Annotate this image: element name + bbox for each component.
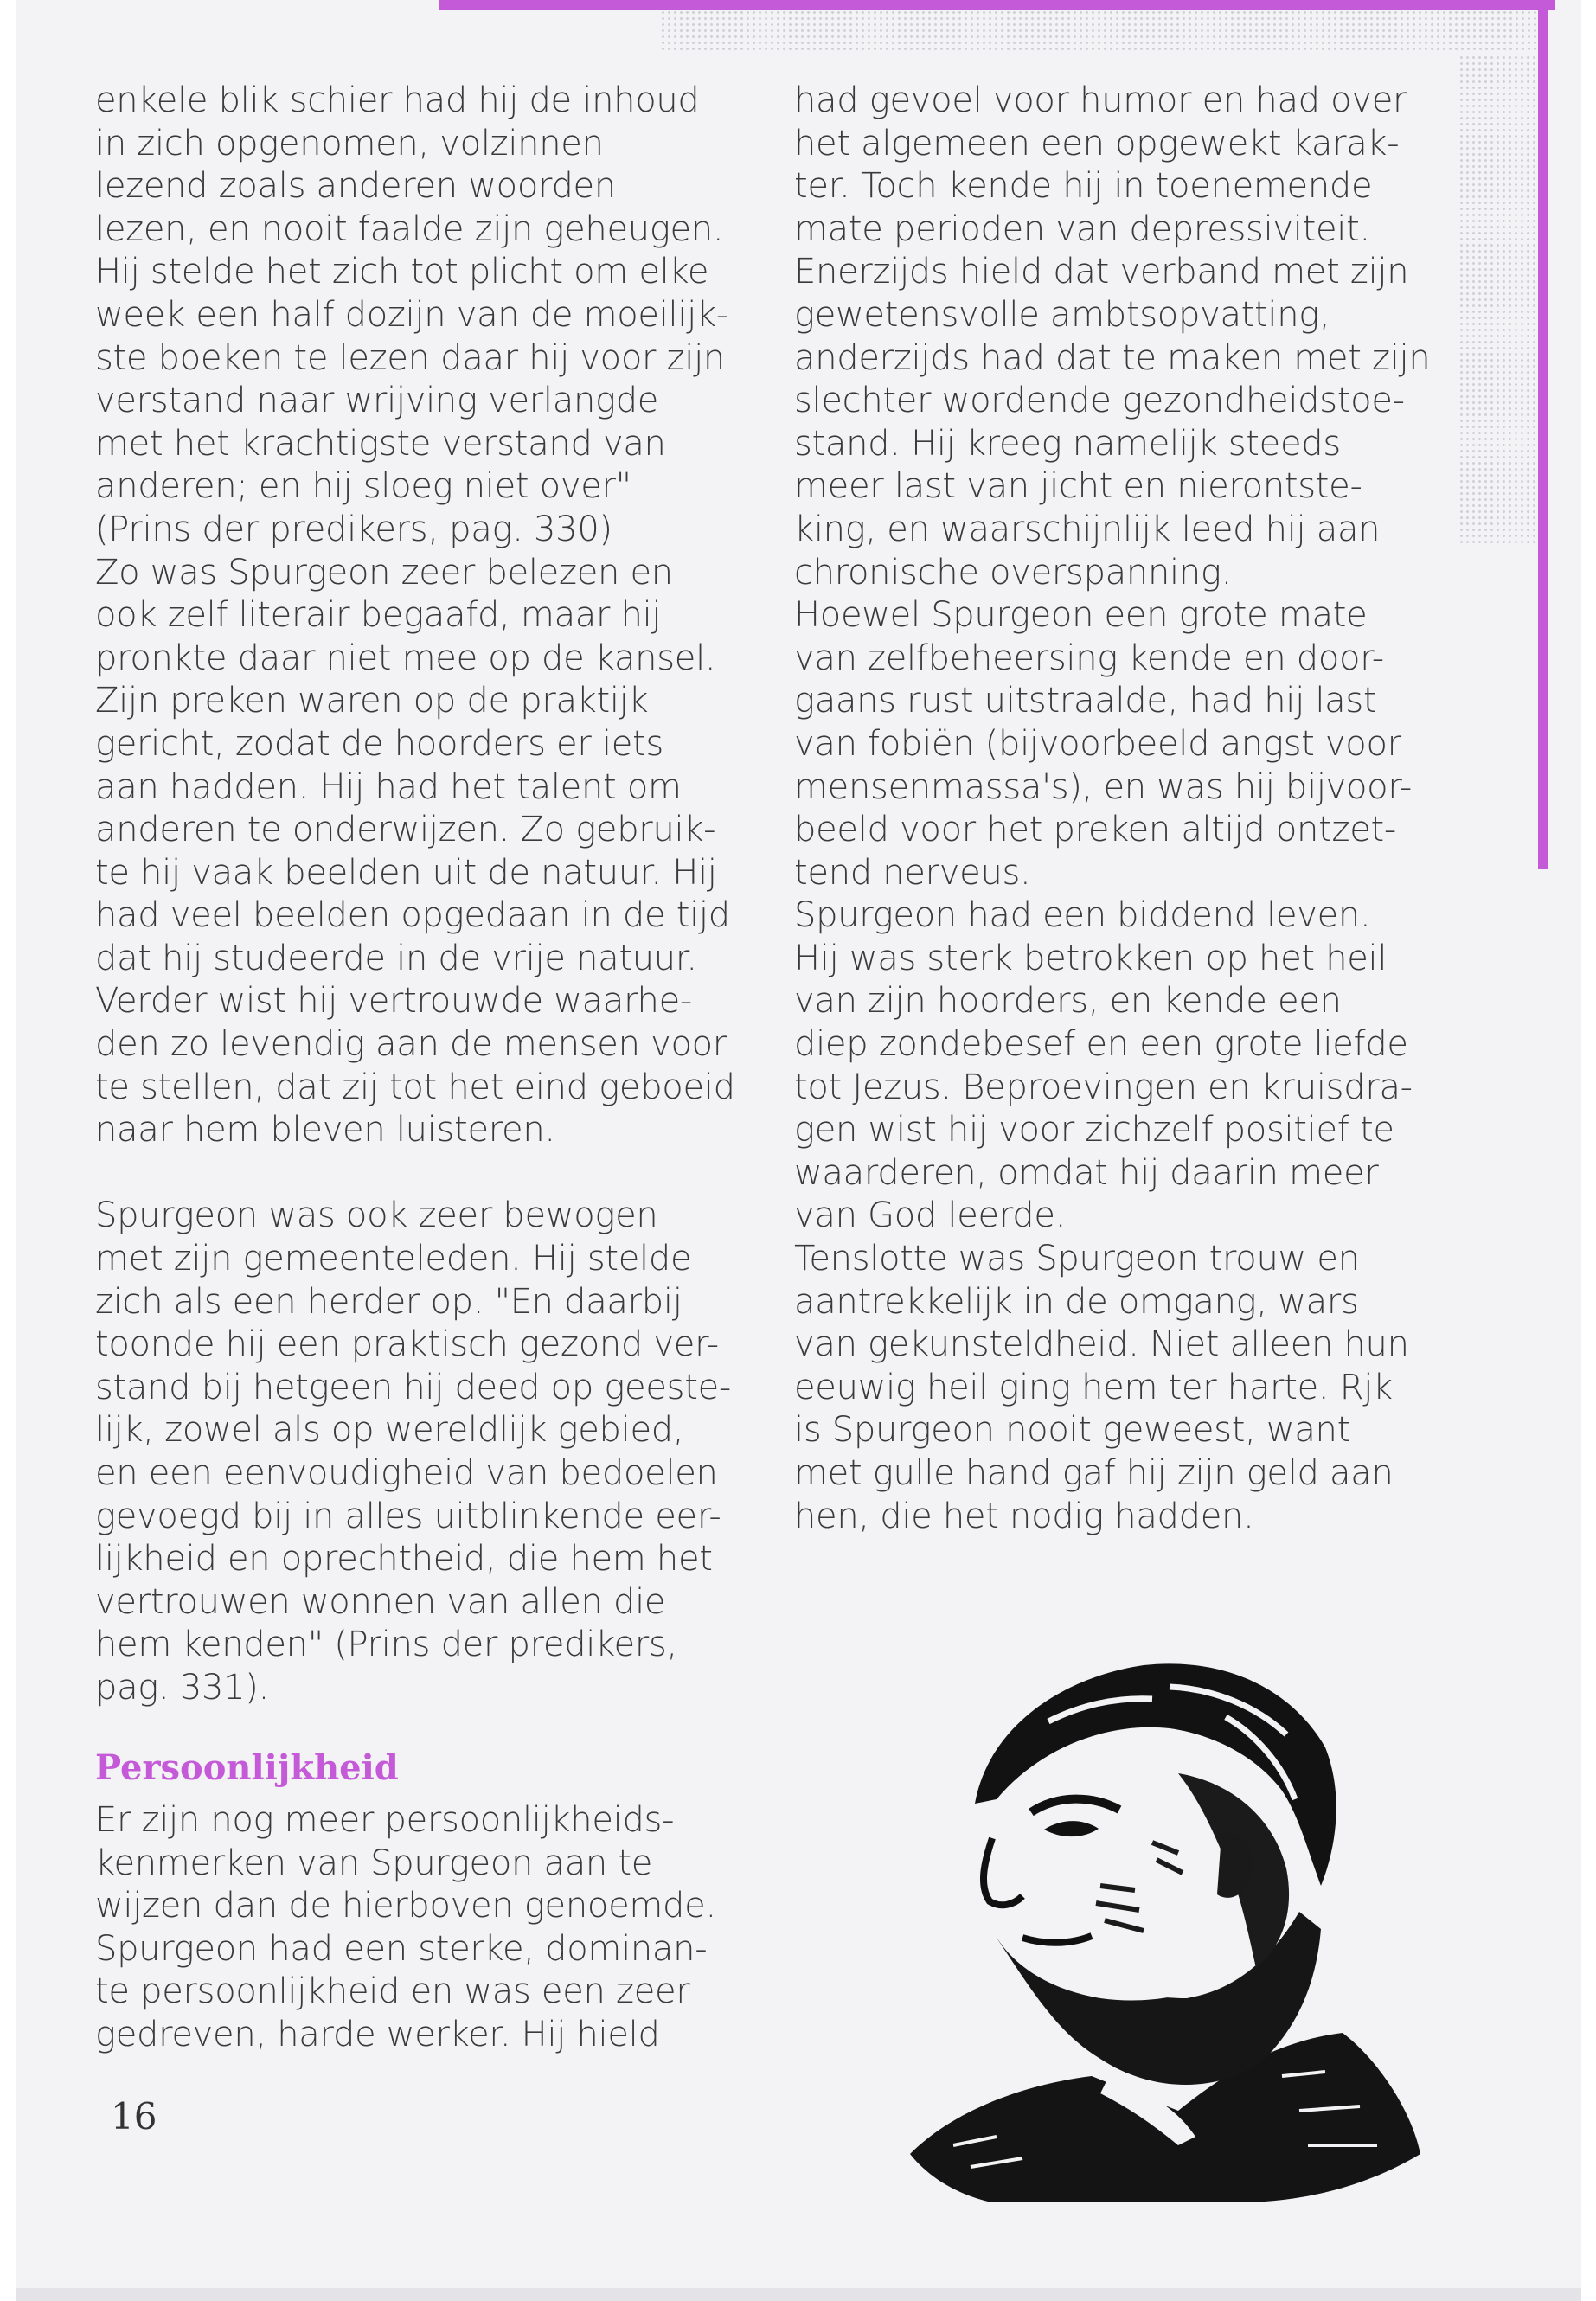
text-line: Verder wist hij vertrouwde waarhe- [95, 981, 693, 1022]
text-line: (Prins der predikers, pag. 330) [95, 509, 612, 549]
text-line: had veel beelden opgedaan in de tijd [95, 895, 730, 936]
text-line: gevoegd bij in alles uitblinkende eer- [95, 1496, 721, 1536]
text-line: aantrekkelijk in de omgang, wars [794, 1281, 1359, 1322]
text-line: met gulle hand gaf hij zijn geld aan [794, 1453, 1394, 1493]
text-line: had gevoel voor humor en had over [794, 80, 1407, 120]
text-line: lezen, en nooit faalde zijn geheugen. [95, 208, 724, 249]
text-line: den zo levendig aan de mensen voor [95, 1024, 727, 1065]
text-line: van zelfbeheersing kende en door- [794, 638, 1384, 678]
text-line: ook zelf literair begaafd, maar hij [95, 595, 662, 636]
text-line: Spurgeon had een biddend leven. [794, 895, 1371, 936]
left-column-text [95, 80, 753, 1710]
page-number: 16 [111, 2095, 157, 2138]
text-line: diep zondebesef en een grote liefde [794, 1024, 1408, 1065]
text-line: met zijn gemeenteleden. Hij stelde [95, 1239, 692, 1279]
text-line: waarderen, omdat hij daarin meer [794, 1152, 1379, 1193]
text-line: naar hem bleven luisteren. [95, 1110, 555, 1150]
text-line: Hij was sterk betrokken op het heil [794, 938, 1388, 978]
right-accent-rule [1538, 0, 1548, 869]
text-line: pronkte daar niet mee op de kansel. [95, 638, 716, 678]
text-line: Zijn preken waren op de praktijk [95, 681, 649, 721]
text-line: ste boeken te lezen daar hij voor zijn [95, 337, 725, 378]
text-line: ter. Toch kende hij in toenemende [794, 166, 1373, 207]
text-line: aan hadden. Hij had het talent om [95, 766, 682, 807]
text-line: kenmerken van Spurgeon aan te [95, 1843, 653, 1883]
paragraph-gap [95, 1152, 753, 1195]
text-line: stand bij hetgeen hij deed op geeste- [95, 1367, 732, 1407]
page-bottom-edge [16, 2288, 1581, 2301]
text-line: te hij vaak beelden uit de natuur. Hij [95, 852, 717, 893]
dot-pattern-top [660, 10, 1538, 54]
top-accent-rule [439, 0, 1555, 10]
text-line: van gekunsteldheid. Niet alleen hun [794, 1324, 1409, 1365]
text-line: Hoewel Spurgeon een grote mate [794, 595, 1368, 636]
text-line: zich als een herder op. "En daarbij [95, 1281, 683, 1322]
text-line: gewetensvolle ambtsopvatting, [794, 294, 1330, 335]
dot-pattern-right [1458, 54, 1538, 543]
text-line: van zijn hoorders, en kende een [794, 981, 1342, 1022]
text-line: lijkheid en oprechtheid, die hem het [95, 1539, 713, 1580]
text-line: vertrouwen wonnen van allen die [95, 1581, 666, 1622]
text-line: gericht, zodat de hoorders er iets [95, 723, 663, 764]
text-line: pag. 331). [95, 1667, 270, 1708]
text-line: anderzijds had dat te maken met zijn [794, 337, 1431, 378]
text-line: king, en waarschijnlijk leed hij aan [794, 509, 1381, 549]
text-line: Zo was Spurgeon zeer belezen en [95, 552, 673, 593]
text-line: Hij stelde het zich tot plicht om elke [95, 252, 709, 292]
text-line: van God leerde. [794, 1195, 1067, 1236]
text-line: tot Jezus. Beproevingen en kruisdra- [794, 1067, 1413, 1107]
text-line: slechter wordende gezondheidstoe- [794, 381, 1405, 421]
text-line: te stellen, dat zij tot het eind geboeid [95, 1067, 735, 1107]
text-line: is Spurgeon nooit geweest, want [794, 1410, 1350, 1451]
text-line: in zich opgenomen, volzinnen [95, 123, 604, 163]
text-line: anderen; en hij sloeg niet over" [95, 466, 631, 507]
text-line: mensenmassa's), en was hij bijvoor- [794, 766, 1413, 807]
text-line: hen, die het nodig hadden. [794, 1496, 1254, 1536]
text-line: Spurgeon was ook zeer bewogen [95, 1195, 658, 1236]
left-column-text-continued [95, 1799, 753, 2057]
text-line: lezend zoals anderen woorden [95, 166, 616, 207]
text-line: week een half dozijn van de moeilijk- [95, 294, 728, 335]
portrait-illustration [893, 1626, 1429, 2202]
text-line: gaans rust uitstraalde, had hij last [794, 681, 1377, 721]
text-line: lijk, zowel als op wereldlijk gebied, [95, 1410, 684, 1451]
text-line: stand. Hij kreeg namelijk steeds [794, 423, 1341, 464]
text-line: Spurgeon had een sterke, dominan- [95, 1928, 708, 1969]
text-line: eeuwig heil ging hem ter harte. Rjk [794, 1367, 1393, 1407]
right-column-text [794, 80, 1452, 1538]
text-line: meer last van jicht en nierontste- [794, 466, 1362, 507]
text-line: verstand naar wrijving verlangde [95, 381, 659, 421]
text-line: het algemeen een opgewekt karak- [794, 123, 1400, 163]
text-line: van fobiën (bijvoorbeeld angst voor [794, 723, 1401, 764]
text-line: gen wist hij voor zichzelf positief te [794, 1110, 1394, 1150]
text-line: hem kenden" (Prins der predikers, [95, 1625, 677, 1665]
text-line: toonde hij een praktisch gezond ver- [95, 1324, 719, 1365]
text-line: gedreven, harde werker. Hij hield [95, 2014, 660, 2054]
text-line: met het krachtigste verstand van [95, 423, 666, 464]
text-line: te persoonlijkheid en was een zeer [95, 1971, 690, 2012]
text-line: dat hij studeerde in de vrije natuur. [95, 938, 697, 978]
text-line: Tenslotte was Spurgeon trouw en [794, 1239, 1360, 1279]
text-line: beeld voor het preken altijd ontzet- [794, 810, 1397, 850]
text-line: chronische overspanning. [794, 552, 1232, 593]
text-line: tend nerveus. [794, 852, 1031, 893]
text-line: en een eenvoudigheid van bedoelen [95, 1453, 718, 1493]
text-line: enkele blik schier had hij de inhoud [95, 80, 700, 120]
text-line: Er zijn nog meer persoonlijkheids- [95, 1800, 675, 1840]
text-line: wijzen dan de hierboven genoemde. [95, 1886, 716, 1926]
text-line: Enerzijds hield dat verband met zijn [794, 252, 1409, 292]
text-line: mate perioden van depressiviteit. [794, 208, 1370, 249]
section-heading: Persoonlijkheid [95, 1747, 399, 1788]
text-line: anderen te onderwijzen. Zo gebruik- [95, 810, 716, 850]
